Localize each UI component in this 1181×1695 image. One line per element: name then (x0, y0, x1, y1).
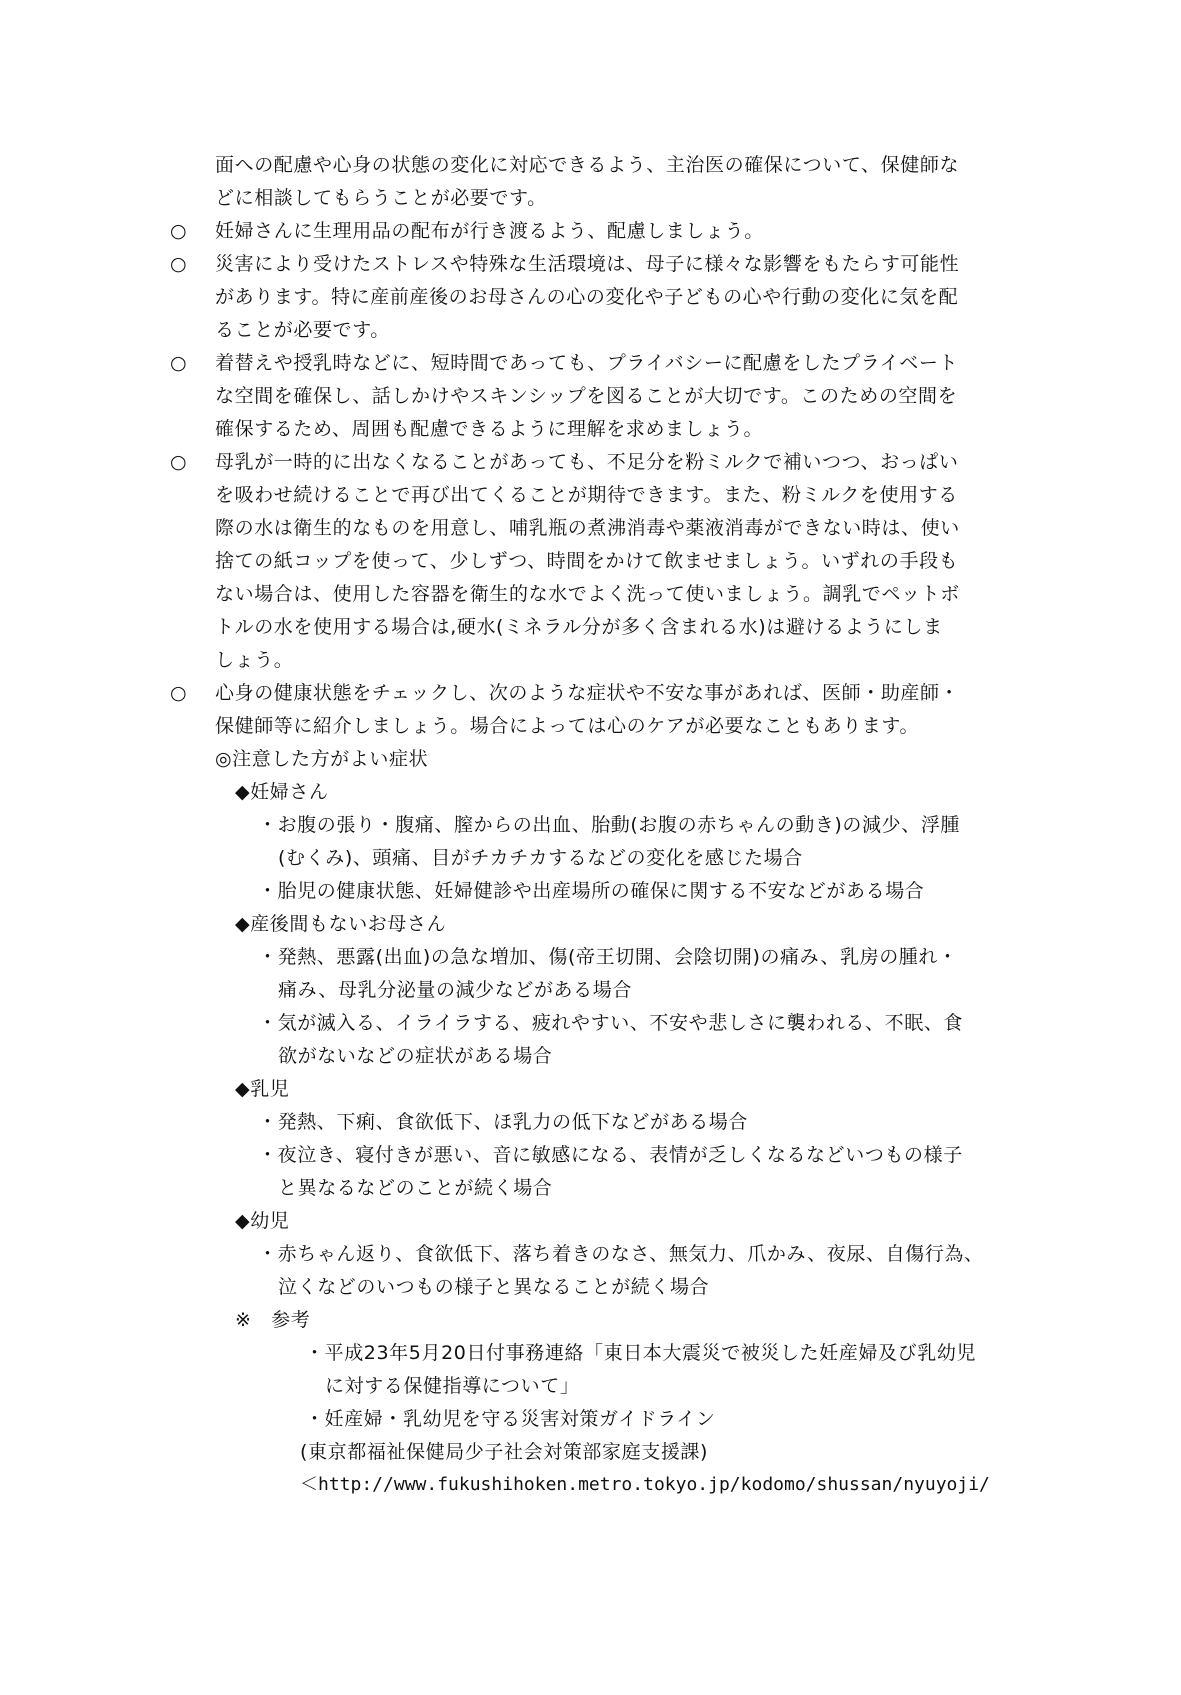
group-line: ・赤ちゃん返り、食欲低下、落ち着きのなさ、無気力、爪かみ、夜尿、自傷行為、 (258, 1243, 984, 1265)
reference-url: ＜http://www.fukushihoken.metro.tokyo.jp/kodomo/shussan/nyuyoji/ (300, 1474, 990, 1495)
intro-line: 面への配慮や心身の状態の変化に対応できるよう、主治医の確保について、保健師な (215, 154, 960, 176)
item-line: 保健師等に紹介しましょう。場合によっては心のケアが必要なこともあります。 (215, 715, 920, 737)
reference-line: (東京都福祉保健局少子社会対策部家庭支援課) (300, 1441, 709, 1463)
item-line: 着替えや授乳時などに、短時間であっても、プライバシーに配慮をしたプライベート (215, 352, 959, 374)
item-line: な空間を確保し、話しかけやスキンシップを図ることが大切です。このための空間を (215, 385, 958, 407)
reference-line: ・妊産婦・乳幼児を守る災害対策ガイドライン (305, 1408, 716, 1430)
group-line: ・お腹の張り・腹痛、膣からの出血、胎動(お腹の赤ちゃんの動き)の減少、浮腫 (258, 814, 961, 836)
group-line: と異なるなどのことが続く場合 (278, 1177, 553, 1199)
group-line: ・胎児の健康状態、妊婦健診や出産場所の確保に関する不安などがある場合 (258, 880, 925, 902)
reference-heading: ※ 参考 (235, 1309, 311, 1331)
item-line: 確保するため、周囲も配慮できるように理解を求めましょう。 (215, 418, 764, 440)
item-line: があります。特に産前産後のお母さんの心の変化や子どもの心や行動の変化に気を配 (215, 286, 959, 308)
item-line: 災害により受けたストレスや特殊な生活環境は、母子に様々な影響をもたらす可能性 (215, 253, 960, 275)
group-heading: ◆幼児 (235, 1210, 290, 1232)
group-line: ・発熱、下痢、食欲低下、ほ乳力の低下などがある場合 (258, 1111, 749, 1133)
bullet-marker: ○ (170, 451, 187, 473)
bullet-marker: ○ (170, 352, 187, 374)
item-line: 妊婦さんに生理用品の配布が行き渡るよう、配慮しましょう。 (215, 220, 764, 242)
intro-line: どに相談してもらうことが必要です。 (215, 187, 547, 209)
group-line: (むくみ)、頭痛、目がチカチカするなどの変化を感じた場合 (278, 847, 803, 869)
group-heading: ◆産後間もないお母さん (235, 913, 447, 935)
item-line: トルの水を使用する場合は,硬水(ミネラル分が多く含まれる水)は避けるようにしま (215, 616, 943, 638)
item-line: 際の水は衛生的なものを用意し、哺乳瓶の煮沸消毒や薬液消毒ができない時は、使い (215, 517, 960, 539)
group-line: ・気が滅入る、イライラする、疲れやすい、不安や悲しさに襲われる、不眠、食 (258, 1012, 964, 1034)
item-line: しょう。 (215, 649, 294, 671)
group-line: ・夜泣き、寝付きが悪い、音に敏感になる、表情が乏しくなるなどいつもの様子 (258, 1144, 963, 1166)
bullet-marker: ○ (170, 682, 187, 704)
group-line: 泣くなどのいつもの様子と異なることが続く場合 (278, 1276, 710, 1298)
group-heading: ◆妊婦さん (235, 781, 329, 803)
item-line: 心身の健康状態をチェックし、次のような症状や不安な事があれば、医師・助産師・ (215, 682, 960, 704)
item-line: 捨ての紙コップを使って、少しずつ、時間をかけて飲ませましょう。いずれの手段も (215, 550, 959, 572)
group-heading: ◆乳児 (235, 1078, 290, 1100)
bullet-marker: ○ (170, 253, 187, 275)
reference-line: ・平成23年5月20日付事務連絡「東日本大震災で被災した妊産婦及び乳幼児 (305, 1342, 977, 1364)
item-line: を吸わせ続けることで再び出てくることが期待できます。また、粉ミルクを使用する (215, 484, 958, 506)
item-line: 母乳が一時的に出なくなることがあっても、不足分を粉ミルクで補いつつ、おっぱい (215, 451, 959, 473)
reference-line: に対する保健指導について」 (325, 1375, 580, 1397)
symptoms-heading: ◎注意した方がよい症状 (215, 748, 429, 770)
item-line: ない場合は、使用した容器を衛生的な水でよく洗って使いましょう。調乳でペットボ (215, 583, 960, 605)
group-line: 欲がないなどの症状がある場合 (278, 1045, 553, 1067)
item-line: ることが必要です。 (215, 319, 390, 341)
group-line: ・発熱、悪露(出血)の急な増加、傷(帝王切開、会陰切開)の痛み、乳房の腫れ・ (258, 946, 958, 968)
group-line: 痛み、母乳分泌量の減少などがある場合 (278, 979, 632, 1001)
bullet-marker: ○ (170, 220, 187, 242)
